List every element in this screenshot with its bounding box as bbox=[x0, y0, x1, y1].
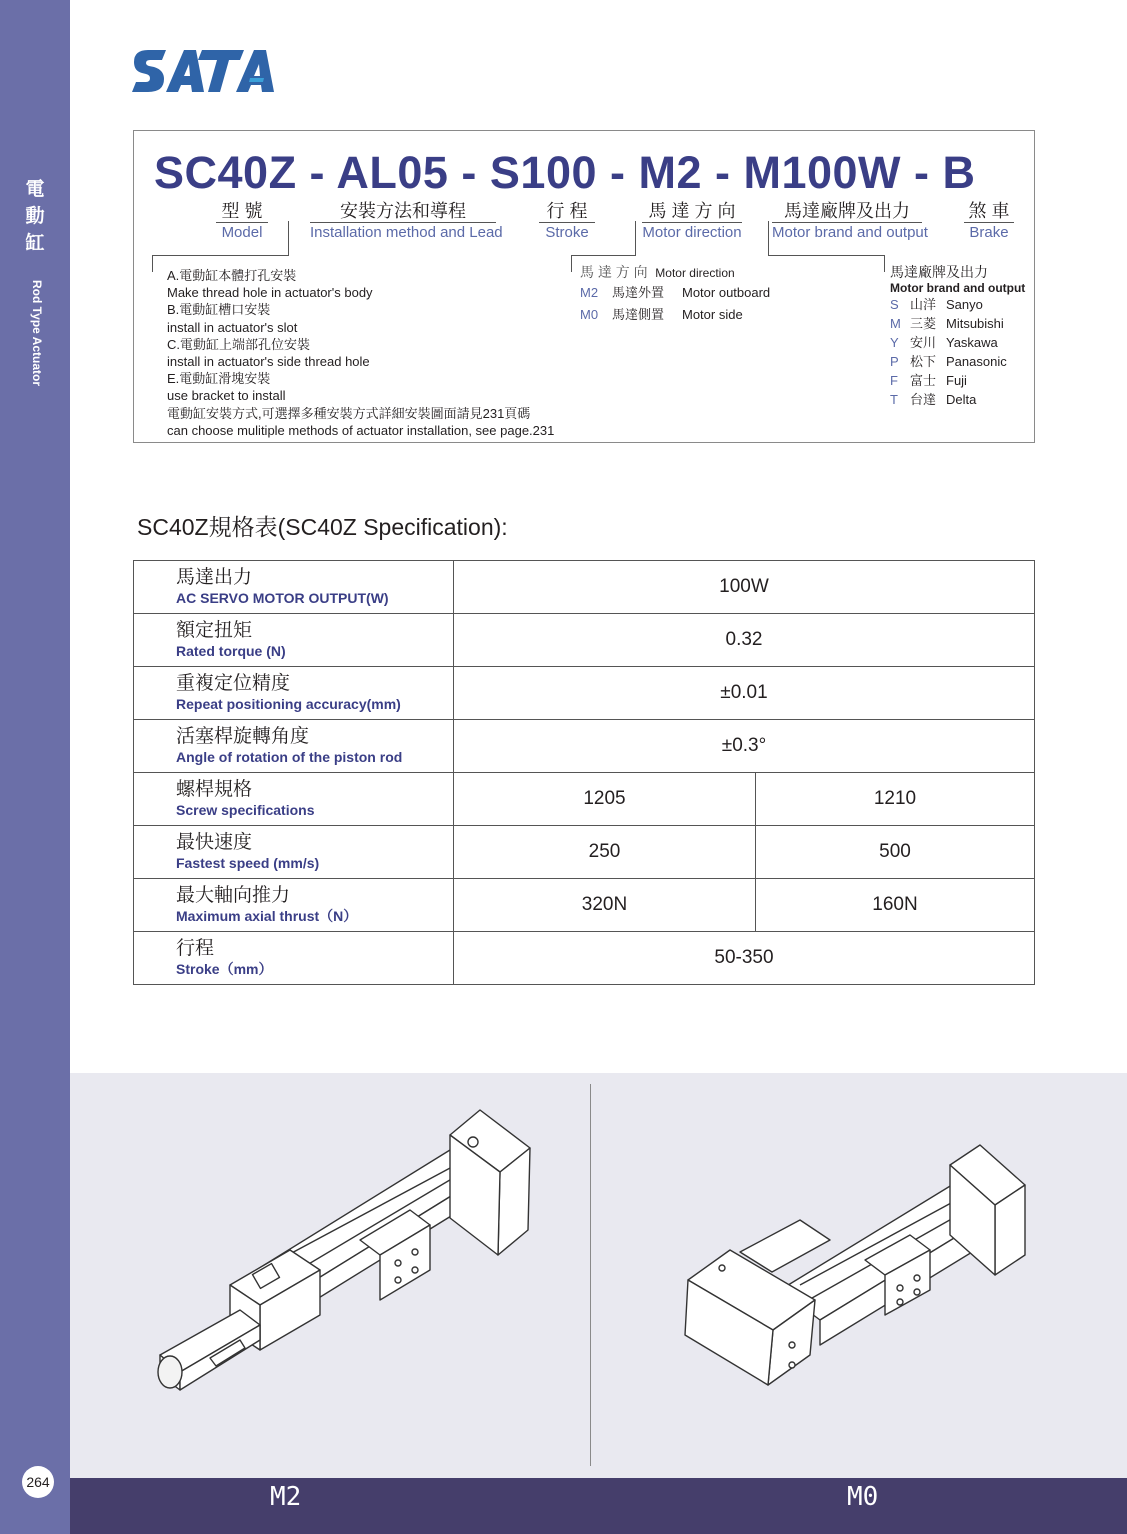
label-cn: 馬 達 方 向 bbox=[642, 200, 742, 223]
label-motor-direction bbox=[642, 200, 742, 243]
label-stroke bbox=[539, 200, 595, 243]
label-cn: 安裝方法和導程 bbox=[310, 200, 496, 223]
spec-label-cn: 螺桿規格 bbox=[176, 779, 253, 800]
motor-brand-option bbox=[890, 333, 1025, 352]
motor-brand-option bbox=[890, 295, 1025, 314]
option-cn: 馬達側置 bbox=[612, 307, 665, 322]
label-cn: 型 號 bbox=[216, 200, 268, 223]
spec-label bbox=[134, 932, 454, 985]
note-line: Make thread hole in actuator's body bbox=[167, 285, 373, 301]
label-model bbox=[216, 200, 268, 243]
spec-label-en: Stroke（mm） bbox=[176, 961, 273, 977]
bracket-motor-brand-stem bbox=[768, 221, 769, 255]
note-line: can choose mulitiple methods of actuator installation, see page.231 bbox=[167, 422, 555, 438]
option-code: F bbox=[890, 373, 898, 388]
motor-direction-option bbox=[580, 282, 770, 304]
spec-value: 320N bbox=[454, 879, 756, 932]
table-row bbox=[134, 879, 1035, 932]
sidebar-category-en: Rod Type Actuator bbox=[30, 280, 44, 387]
option-code: P bbox=[890, 354, 899, 369]
spec-label bbox=[134, 614, 454, 667]
spec-value: ±0.3° bbox=[454, 720, 1035, 773]
motor-brand-title-cn: 馬達廠牌及出力 bbox=[890, 264, 988, 280]
bracket-installation-stem bbox=[288, 221, 289, 256]
option-cn: 山洋 bbox=[910, 297, 937, 312]
option-code: M0 bbox=[580, 307, 599, 322]
note-line: A.電動缸本體打孔安裝 bbox=[167, 268, 297, 283]
note-line: 電動缸安裝方式,可選擇多種安裝方式詳細安裝圖面請見231頁碼 bbox=[167, 405, 531, 421]
footer-bar bbox=[70, 1478, 1127, 1534]
option-cn: 馬達外置 bbox=[612, 285, 665, 300]
spec-value: 0.32 bbox=[454, 614, 1035, 667]
spec-label bbox=[134, 826, 454, 879]
spec-label-cn: 行程 bbox=[176, 938, 215, 959]
note-line: B.電動缸槽口安裝 bbox=[167, 302, 271, 318]
spec-label-en: Angle of rotation of the piston rod bbox=[176, 749, 403, 765]
option-en: Yaskawa bbox=[946, 335, 998, 350]
table-row bbox=[134, 932, 1035, 985]
spec-label bbox=[134, 561, 454, 614]
option-cn: 三菱 bbox=[910, 316, 937, 331]
note-line: install in actuator's slot bbox=[167, 319, 298, 335]
spec-table bbox=[133, 560, 1035, 985]
label-en: Motor direction bbox=[642, 224, 742, 241]
sata-logo bbox=[132, 44, 298, 96]
option-code: Y bbox=[890, 335, 899, 350]
spec-label bbox=[134, 720, 454, 773]
option-en: Motor side bbox=[682, 307, 743, 322]
note-line: E.電動缸滑塊安裝 bbox=[167, 371, 271, 387]
spec-label-cn: 活塞桿旋轉角度 bbox=[176, 726, 310, 747]
bracket-motor-direction-stem bbox=[635, 221, 636, 256]
label-installation bbox=[310, 200, 503, 243]
sidebar-char: 缸 bbox=[25, 233, 45, 254]
note-line: install in actuator's side thread hole bbox=[167, 354, 370, 370]
spec-value: ±0.01 bbox=[454, 667, 1035, 720]
option-cn: 台達 bbox=[910, 392, 937, 407]
spec-label-cn: 最快速度 bbox=[176, 832, 253, 853]
spec-value: 250 bbox=[454, 826, 756, 879]
table-row bbox=[134, 667, 1035, 720]
product-label-m2: M2 bbox=[270, 1482, 302, 1512]
option-en: Motor outboard bbox=[682, 285, 771, 300]
motor-direction-options bbox=[580, 263, 770, 326]
motor-brand-options bbox=[890, 263, 1025, 409]
label-cn: 馬達廠牌及出力 bbox=[772, 200, 922, 223]
option-code: M2 bbox=[580, 285, 599, 300]
sidebar bbox=[0, 0, 70, 1534]
spec-value: 1205 bbox=[454, 773, 756, 826]
note-line: C.電動缸上端部孔位安裝 bbox=[167, 336, 311, 352]
option-en: Sanyo bbox=[946, 297, 983, 312]
option-cn: 富士 bbox=[910, 373, 937, 388]
sidebar-category-cn bbox=[20, 176, 50, 257]
option-en: Panasonic bbox=[946, 354, 1007, 369]
label-cn: 煞 車 bbox=[964, 200, 1014, 223]
spec-value: 100W bbox=[454, 561, 1035, 614]
actuator-m0-drawing bbox=[680, 1140, 1040, 1400]
option-en: Delta bbox=[946, 392, 977, 407]
product-label-m0: M0 bbox=[847, 1482, 879, 1512]
spec-label bbox=[134, 879, 454, 932]
table-row bbox=[134, 720, 1035, 773]
spec-label-cn: 額定扭矩 bbox=[176, 620, 253, 641]
spec-value: 160N bbox=[756, 879, 1035, 932]
table-row bbox=[134, 614, 1035, 667]
model-code-title: SC40Z - AL05 - S100 - M2 - M100W - B bbox=[154, 147, 976, 198]
label-motor-brand bbox=[772, 200, 928, 243]
spec-label-cn: 重複定位精度 bbox=[176, 673, 291, 694]
motor-brand-option bbox=[890, 314, 1025, 333]
option-code: M bbox=[890, 316, 901, 331]
sidebar-char: 電 bbox=[25, 179, 45, 200]
spec-value: 50-350 bbox=[454, 932, 1035, 985]
motor-direction-title-en: Motor direction bbox=[655, 266, 735, 280]
option-en: Fuji bbox=[946, 373, 967, 388]
bracket-motor-brand bbox=[768, 255, 885, 272]
spec-value: 1210 bbox=[756, 773, 1035, 826]
label-en: Installation method and Lead bbox=[310, 224, 503, 241]
motor-direction-option bbox=[580, 304, 770, 326]
product-divider bbox=[590, 1084, 591, 1466]
spec-label-en: Repeat positioning accuracy(mm) bbox=[176, 696, 401, 712]
option-cn: 松下 bbox=[910, 354, 937, 369]
actuator-m2-drawing bbox=[150, 1100, 540, 1400]
label-en: Motor brand and output bbox=[772, 224, 928, 241]
label-en: Model bbox=[221, 224, 263, 241]
motor-brand-option bbox=[890, 390, 1025, 409]
spec-value: 500 bbox=[756, 826, 1035, 879]
option-code: T bbox=[890, 392, 898, 407]
label-cn: 行 程 bbox=[539, 200, 595, 223]
spec-label bbox=[134, 773, 454, 826]
spec-label-en: Fastest speed (mm/s) bbox=[176, 855, 320, 871]
motor-direction-title-cn: 馬 達 方 向 bbox=[580, 264, 648, 280]
spec-label bbox=[134, 667, 454, 720]
installation-notes bbox=[167, 267, 554, 439]
spec-label-cn: 最大軸向推力 bbox=[176, 885, 291, 906]
page-number: 264 bbox=[22, 1466, 54, 1498]
spec-label-en: Screw specifications bbox=[176, 802, 315, 818]
sidebar-char: 動 bbox=[25, 206, 45, 227]
note-line: use bracket to install bbox=[167, 388, 286, 404]
label-en: Brake bbox=[969, 224, 1009, 241]
motor-brand-title-en: Motor brand and output bbox=[890, 281, 1026, 295]
option-en: Mitsubishi bbox=[946, 316, 1004, 331]
spec-label-en: AC SERVO MOTOR OUTPUT(W) bbox=[176, 590, 389, 606]
model-code-box bbox=[133, 130, 1035, 443]
label-en: Stroke bbox=[545, 224, 589, 241]
option-code: S bbox=[890, 297, 899, 312]
spec-label-en: Rated torque (N) bbox=[176, 643, 286, 659]
table-row bbox=[134, 826, 1035, 879]
option-cn: 安川 bbox=[910, 335, 937, 350]
label-brake bbox=[964, 200, 1014, 243]
motor-brand-option bbox=[890, 371, 1025, 390]
spec-label-en: Maximum axial thrust（N） bbox=[176, 908, 358, 924]
spec-title: SC40Z規格表(SC40Z Specification): bbox=[137, 514, 508, 540]
table-row bbox=[134, 773, 1035, 826]
spec-label-cn: 馬達出力 bbox=[176, 567, 253, 588]
motor-brand-option bbox=[890, 352, 1025, 371]
table-row bbox=[134, 561, 1035, 614]
